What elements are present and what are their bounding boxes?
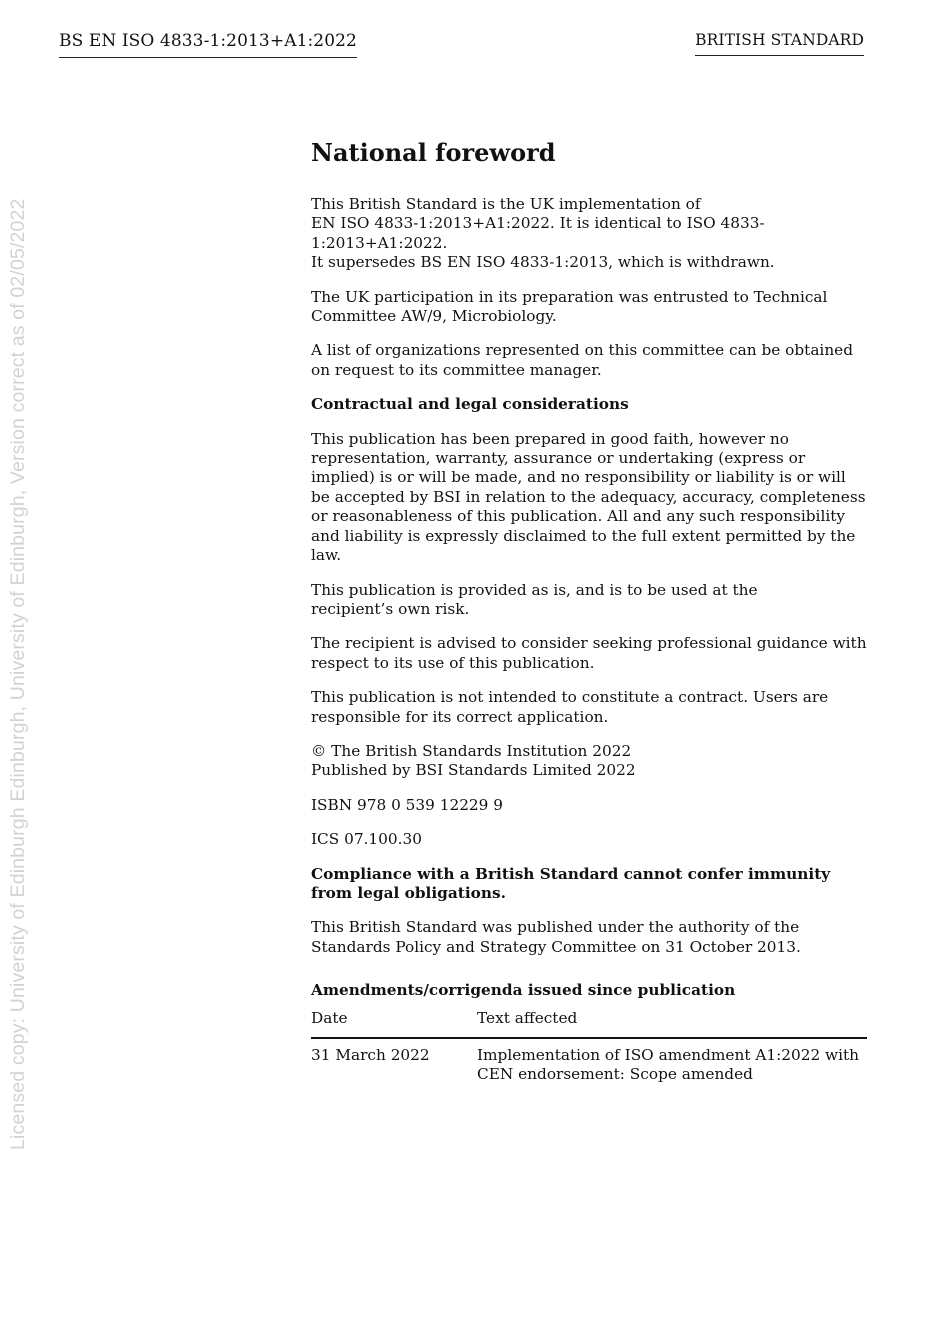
table-row [311,1039,867,1085]
date-column-header: Date [311,1008,348,1027]
ics: ICS 07.100.30 [311,830,422,849]
amendments-title: Amendments/corrigenda issued since publication [311,981,736,1000]
license-watermark: Licensed copy: University of Edinburgh Edinburgh, University of Edinburgh, Version correct as of 02/05/2022 [7,198,29,1150]
text-affected-column-header: Text affected [477,1008,578,1027]
header-british-standard: BRITISH STANDARD [695,31,864,56]
compliance-statement: Compliance with a British Standard cannot confer immunity from legal obligations. [311,864,831,902]
contractual-heading: Contractual and legal considerations [311,395,629,414]
amendment-text: Implementation of ISO amendment A1:2022 with CEN endorsement: Scope amended [477,1046,860,1084]
page-title: National foreword [311,138,556,167]
published-by-line: Published by BSI Standards Limited 2022 [311,761,636,780]
committee-paragraph: The UK participation in its preparation was entrusted to Technical Committee AW/9, Microbiology. [311,287,828,326]
copyright-line: © The British Standards Institution 2022 [311,741,632,760]
risk-paragraph: This publication is provided as is, and is to be used at the recipient’s own risk. [311,580,758,618]
main-content [311,138,867,1085]
organizations-paragraph: A list of organizations represented on this committee can be obtained on request to its committee manager. [311,341,854,379]
authority-paragraph: This British Standard was published under the authority of the Standards Policy and Strategy Committee on 31 October 2013. [311,918,801,956]
contract-paragraph: This publication is not intended to constitute a contract. Users are responsible for its correct application. [311,688,829,726]
amendment-date: 31 March 2022 [311,1046,430,1064]
isbn: ISBN 978 0 539 12229 9 [311,795,503,814]
disclaimer-paragraph: This publication has been prepared in good faith, however no representation, warranty, assurance or undertaking (express or implied) is or will be made, and no responsibility or liability is or will be accepted by BSI in relation to the adequacy, accuracy, completeness or reasonableness of this publication. All and any such responsibility and liability is expressly disclaimed to the full extent permitted by the law. [311,429,866,565]
header-standard-number: BS EN ISO 4833-1:2013+A1:2022 [59,31,357,58]
copyright-block [311,742,867,781]
intro-paragraph: This British Standard is the UK implementation of EN ISO 4833-1:2013+A1:2022. It is identical to ISO 4833-1:2013+A1:2022. It supersedes BS EN ISO 4833-1:2013, which is withdrawn. [311,195,775,272]
guidance-paragraph: The recipient is advised to consider seeking professional guidance with respect to its use of this publication. [311,634,867,672]
amendments-table-header [311,1009,867,1039]
